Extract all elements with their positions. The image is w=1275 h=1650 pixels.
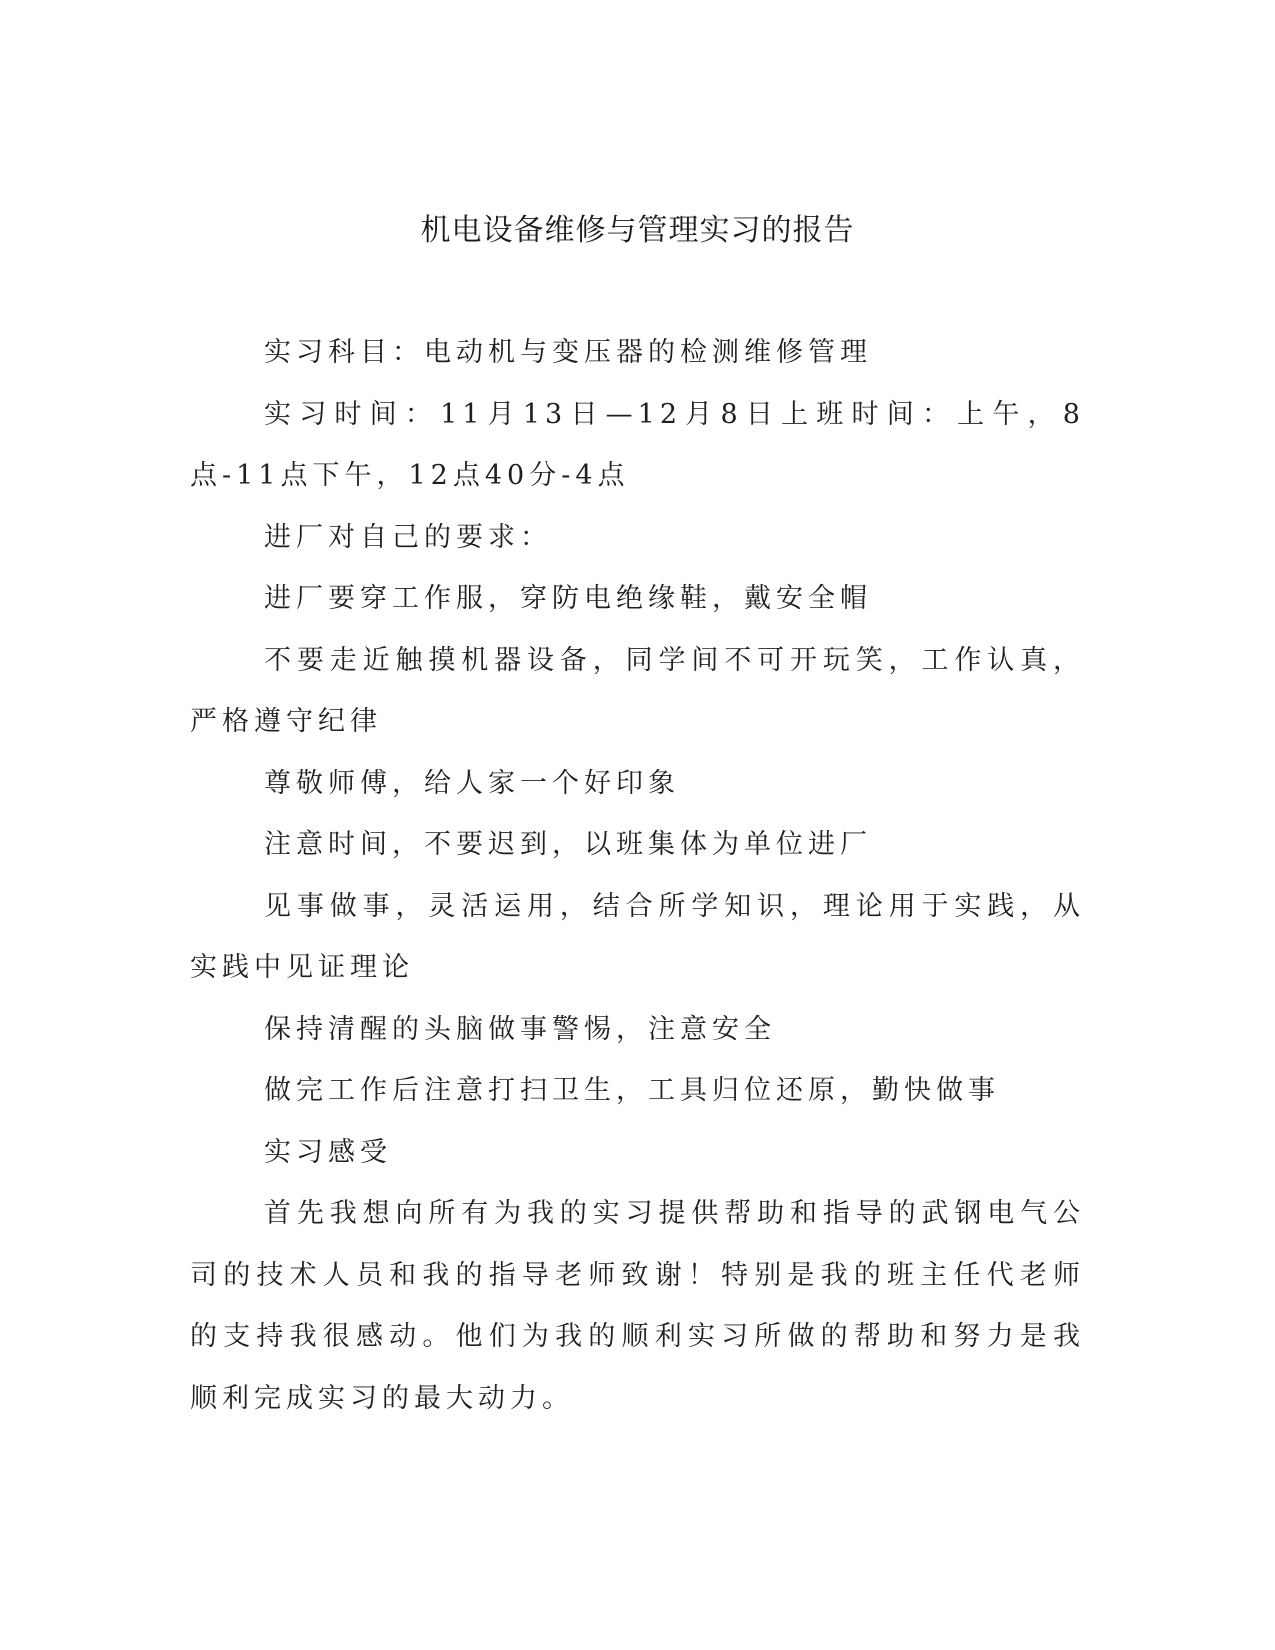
paragraph-requirement: 注意时间，不要迟到，以班集体为单位进厂 — [264, 829, 872, 860]
paragraph-subject: 实习科目：电动机与变压器的检测维修管理 — [264, 337, 872, 368]
paragraph-schedule: 实习时间：11月13日—12月8日上班时间：上午，8点-11点下午，12点40分-4点 — [190, 398, 1085, 491]
document-body — [190, 322, 1085, 1429]
document-title: 机电设备维修与管理实习的报告 — [420, 213, 855, 248]
paragraph-requirement: 做完工作后注意打扫卫生，工具归位还原，勤快做事 — [264, 1075, 1000, 1106]
paragraph-requirement: 尊敬师傅，给人家一个好印象 — [264, 767, 680, 799]
paragraph-requirement: 保持清醒的头脑做事警惕，注意安全 — [264, 1013, 776, 1045]
paragraph-requirement: 进厂要穿工作服，穿防电绝缘鞋，戴安全帽 — [264, 583, 872, 614]
paragraph-requirement: 不要走近触摸机器设备，同学间不可开玩笑，工作认真，严格遵守纪律 — [190, 644, 1085, 737]
paragraph-requirements-heading: 进厂对自己的要求： — [264, 521, 552, 553]
paragraph-feelings-heading: 实习感受 — [264, 1136, 392, 1168]
paragraph-acknowledgement: 首先我想向所有为我的实习提供帮助和指导的武钢电气公司的技术人员和我的指导老师致谢！特别是我的班主任代老师的支持我很感动。他们为我的顺利实习所做的帮助和努力是我顺利完成实习的最大动力。 — [190, 1198, 1085, 1414]
paragraph-requirement: 见事做事，灵活运用，结合所学知识，理论用于实践，从实践中见证理论 — [190, 890, 1085, 983]
